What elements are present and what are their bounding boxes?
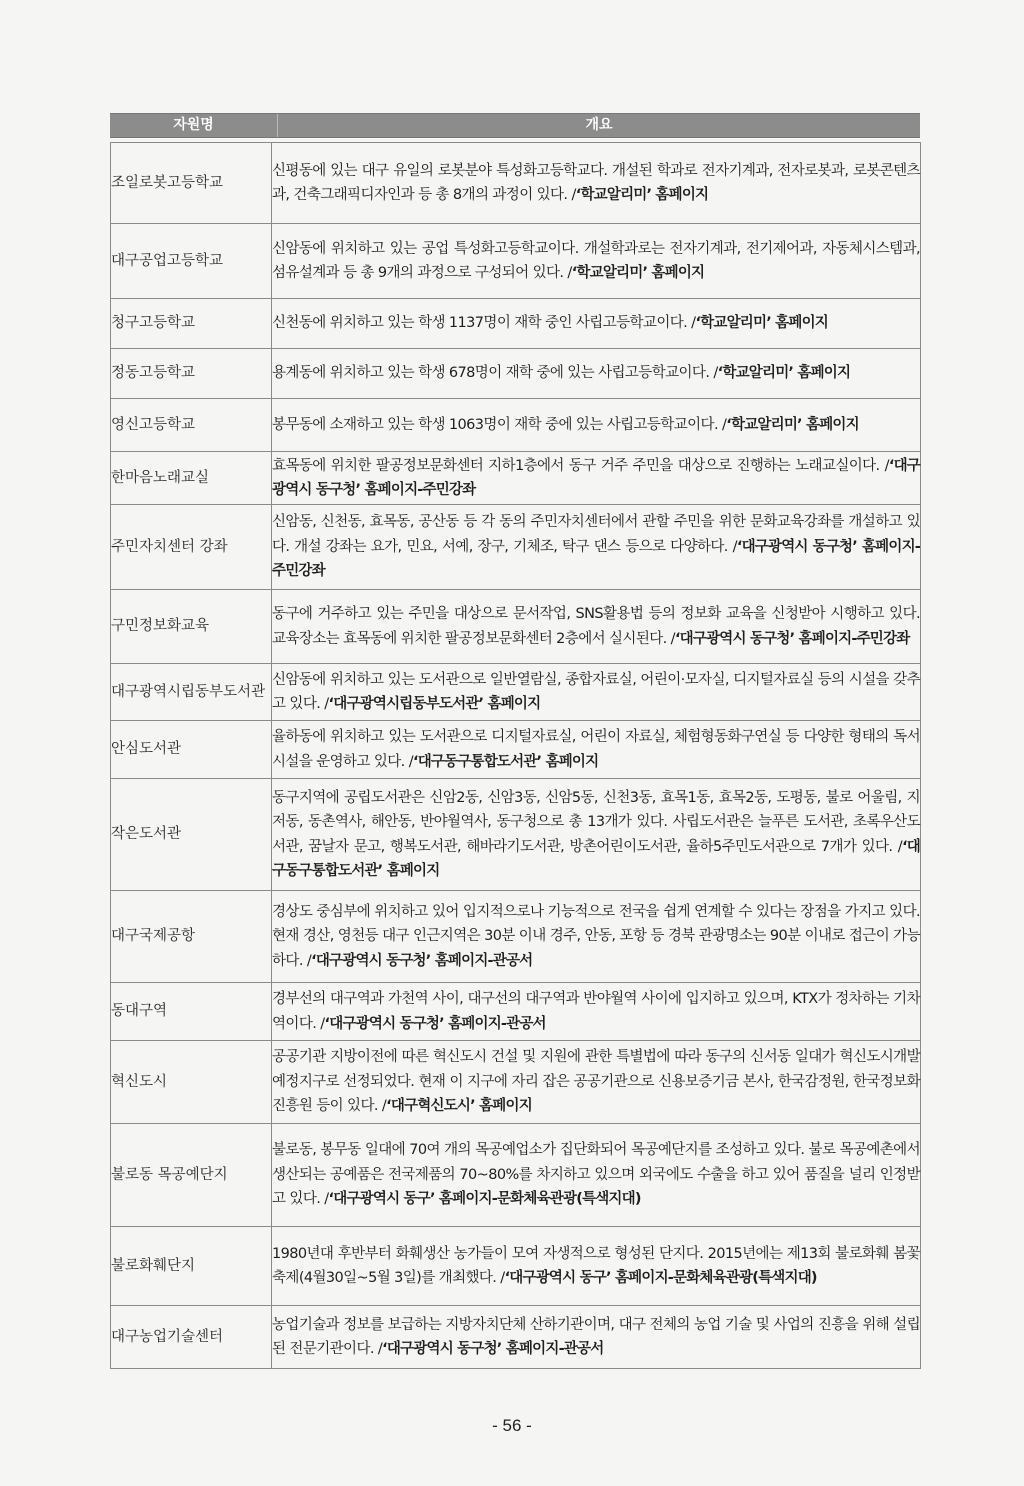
- resource-name: 청구고등학교: [111, 299, 272, 349]
- overview-source: ‘대구혁신도시’ 홈페이지: [386, 1098, 532, 1115]
- resource-overview: [272, 349, 921, 399]
- overview-text: 동구지역에 공립도서관은 신암2동, 신암3동, 신암5동, 신천3동, 효목1동, 효목2동, 도평동, 불로 어울림, 지저동, 동촌역사, 해안동, 반야월역사, 동구청으로 총 13개가 있다. 사립도서관은 늘푸른 도서관, 초록우산도서관, 꿈날자 문고, 행복도서관, 해바라기도서관, 방촌어린이도서관, 율하5주민도서관으로 7개가 있다. /: [272, 789, 920, 855]
- resource-overview: [272, 505, 921, 590]
- resource-name: 대구광역시립동부도서관: [111, 664, 272, 721]
- overview-source: ‘학교알리미’ 홈페이지: [717, 365, 851, 382]
- overview-text: 경상도 중심부에 위치하고 있어 입지적으로나 기능적으로 전국을 쉽게 연계할 수 있다는 장점을 가지고 있다. 현재 경산, 영천등 대구 인근지역은 30분 이내 경주, 안동, 포항 등 경북 관광명소는 90분 이내로 접근이 가능하다. /: [272, 903, 920, 969]
- table-row: [111, 1124, 921, 1227]
- header-resource-name: 자원명: [110, 114, 278, 137]
- resource-name: 주민자치센터 강좌: [111, 505, 272, 590]
- overview-text: 신암동, 신천동, 효목동, 공산동 등 각 동의 주민자치센터에서 관할 주민을 위한 문화교육강좌를 개설하고 있다. 개설 강좌는 요가, 민요, 서예, 장구, 기체조, 탁구 댄스 등으로 다양하다. /: [272, 514, 920, 555]
- overview-text: 율하동에 위치하고 있는 도서관으로 디지털자료실, 어린이 자료실, 체험형동화구연실 등 다양한 형태의 독서 시설을 운영하고 있다. /: [272, 729, 920, 770]
- resource-overview: [272, 590, 921, 664]
- overview-text: 경부선의 대구역과 가천역 사이, 대구선의 대구역과 반야월역 사이에 입지하고 있으며, KTX가 정차하는 기차역이다. /: [272, 991, 920, 1032]
- resource-overview: [272, 452, 921, 505]
- overview-source: ‘대구광역시 동구청’ 홈페이지-관공서: [324, 1015, 546, 1032]
- resource-name: 한마음노래교실: [111, 452, 272, 505]
- overview-source: ‘학교알리미’ 홈페이지: [695, 315, 828, 332]
- table-row: [111, 224, 921, 299]
- overview-text: 신암동에 위치하고 있는 공업 특성화고등학교이다. 개설학과로는 전자기계과, 전기제어과, 자동체시스템과, 섬유설계과 등 총 9개의 과정으로 구성되어 있다. /: [272, 240, 920, 281]
- resource-table: [110, 142, 921, 1369]
- overview-text: 효목동에 위치한 팔공정보문화센터 지하1층에서 동구 거주 주민을 대상으로 진행하는 노래교실이다. /: [272, 457, 889, 474]
- resource-name: 동대구역: [111, 983, 272, 1041]
- header-overview: 개요: [585, 117, 613, 133]
- overview-text: 1980년대 후반부터 화훼생산 농가들이 모여 자생적으로 형성된 단지다. 2015년에는 제13회 불로화훼 봄꽃축제(4월30일~5월 3일)를 개최했다. /: [272, 1245, 920, 1286]
- overview-source: ‘학교알리미’ 홈페이지: [726, 416, 859, 433]
- table-header: [110, 113, 920, 138]
- resource-overview: [272, 721, 921, 779]
- resource-name: 대구농업기술센터: [111, 1306, 272, 1369]
- overview-source: ‘대구광역시 동구청’ 홈페이지-주민강좌: [272, 538, 920, 580]
- overview-source: ‘대구광역시 동구청’ 홈페이지-관공서: [311, 952, 533, 969]
- table-row: [111, 452, 921, 505]
- resource-name: 조일로봇고등학교: [111, 143, 272, 224]
- overview-text: 신평동에 있는 대구 유일의 로봇분야 특성화고등학교다. 개설된 학과로 전자기계과, 전자로봇과, 로봇콘텐츠과, 건축그래픽디자인과 등 총 8개의 과정이 있다. /: [272, 162, 920, 203]
- overview-text: 불로동, 봉무동 일대에 70여 개의 목공예업소가 집단화되어 목공예단지를 조성하고 있다. 불로 목공예촌에서 생산되는 공예품은 전국제품의 70~80%를 차지하고 있으며 외국에도 수출을 하고 있어 품질을 널리 인정받고 있다. /: [272, 1142, 920, 1208]
- resource-overview: [272, 664, 921, 721]
- table-row: [111, 664, 921, 721]
- page-number: - 56 -: [492, 1416, 532, 1435]
- resource-name: 혁신도시: [111, 1041, 272, 1124]
- resource-overview: [272, 1306, 921, 1369]
- overview-text: 농업기술과 정보를 보급하는 지방자치단체 산하기관이며, 대구 전체의 농업 기술 및 사업의 진흥을 위해 설립된 전문기관이다. /: [272, 1316, 920, 1357]
- resource-overview: [272, 399, 921, 452]
- table-row: [111, 399, 921, 452]
- resource-name: 작은도서관: [111, 779, 272, 891]
- resource-overview: [272, 1227, 921, 1306]
- resource-name: 불로동 목공예단지: [111, 1124, 272, 1227]
- overview-text: 동구에 거주하고 있는 주민을 대상으로 문서작업, SNS활용법 등의 정보화 교육을 신청받아 시행하고 있다. 교육장소는 효목동에 위치한 팔공정보문화센터 2층에서 실시된다. /: [272, 606, 920, 647]
- resource-overview: [272, 143, 921, 224]
- resource-overview: [272, 891, 921, 983]
- table-row: [111, 1041, 921, 1124]
- overview-text: 용계동에 위치하고 있는 학생 678명이 재학 중에 있는 사립고등학교이다. /: [272, 365, 718, 382]
- resource-overview: [272, 983, 921, 1041]
- table-row: [111, 1227, 921, 1306]
- resource-name: 불로화훼단지: [111, 1227, 272, 1306]
- table-row: [111, 983, 921, 1041]
- overview-source: ‘대구동구통합도서관’ 홈페이지: [272, 838, 920, 879]
- resource-name: 안심도서관: [111, 721, 272, 779]
- overview-source: ‘대구동구통합도서관’ 홈페이지: [412, 753, 599, 770]
- table-row: [111, 349, 921, 399]
- table-row: [111, 721, 921, 779]
- table-row: [111, 299, 921, 349]
- overview-source: ‘대구광역시 동구’ 홈페이지-문화체육관광(특색지대): [504, 1270, 817, 1286]
- overview-source: ‘학교알리미’ 홈페이지: [575, 187, 709, 203]
- overview-text: 봉무동에 소재하고 있는 학생 1063명이 재학 중에 있는 사립고등학교이다. /: [272, 416, 727, 433]
- overview-source: ‘대구광역시 동구청’ 홈페이지-관공서: [382, 1341, 604, 1357]
- resource-overview: [272, 299, 921, 349]
- table-row: [111, 143, 921, 224]
- overview-source: ‘대구광역시 동구청’ 홈페이지-주민강좌: [674, 630, 910, 647]
- overview-source: ‘대구광역시 동구’ 홈페이지-문화체육관광(특색지대): [328, 1191, 641, 1208]
- overview-source: ‘학교알리미’ 홈페이지: [571, 265, 705, 281]
- resource-overview: [272, 224, 921, 299]
- resource-overview: [272, 1041, 921, 1124]
- table-row: [111, 505, 921, 590]
- resource-name: 정동고등학교: [111, 349, 272, 399]
- table-row: [111, 891, 921, 983]
- overview-text: 공공기관 지방이전에 따른 혁신도시 건설 및 지원에 관한 특별법에 따라 동구의 신서동 일대가 혁신도시개발예정지구로 선정되었다. 현재 이 지구에 자리 잡은 공공기관으로 신용보증기금 본사, 한국감정원, 한국정보화진흥원 등이 있다. /: [272, 1049, 920, 1115]
- resource-overview: [272, 1124, 921, 1227]
- overview-text: 신암동에 위치하고 있는 도서관으로 일반열람실, 종합자료실, 어린이·모자실, 디지털자료실 등의 시설을 갖추고 있다. /: [272, 671, 920, 712]
- table-row: [111, 590, 921, 664]
- resource-name: 구민정보화교육: [111, 590, 272, 664]
- overview-text: 신천동에 위치하고 있는 학생 1137명이 재학 중인 사립고등학교이다. /: [272, 315, 696, 332]
- table-row: [111, 1306, 921, 1369]
- resource-name: 영신고등학교: [111, 399, 272, 452]
- resource-name: 대구공업고등학교: [111, 224, 272, 299]
- resource-name: 대구국제공항: [111, 891, 272, 983]
- resource-overview: [272, 779, 921, 891]
- overview-source: ‘대구광역시립동부도서관’ 홈페이지: [328, 696, 541, 712]
- overview-source: ‘대구광역시 동구청’ 홈페이지-주민강좌: [272, 457, 920, 498]
- table-row: [111, 779, 921, 891]
